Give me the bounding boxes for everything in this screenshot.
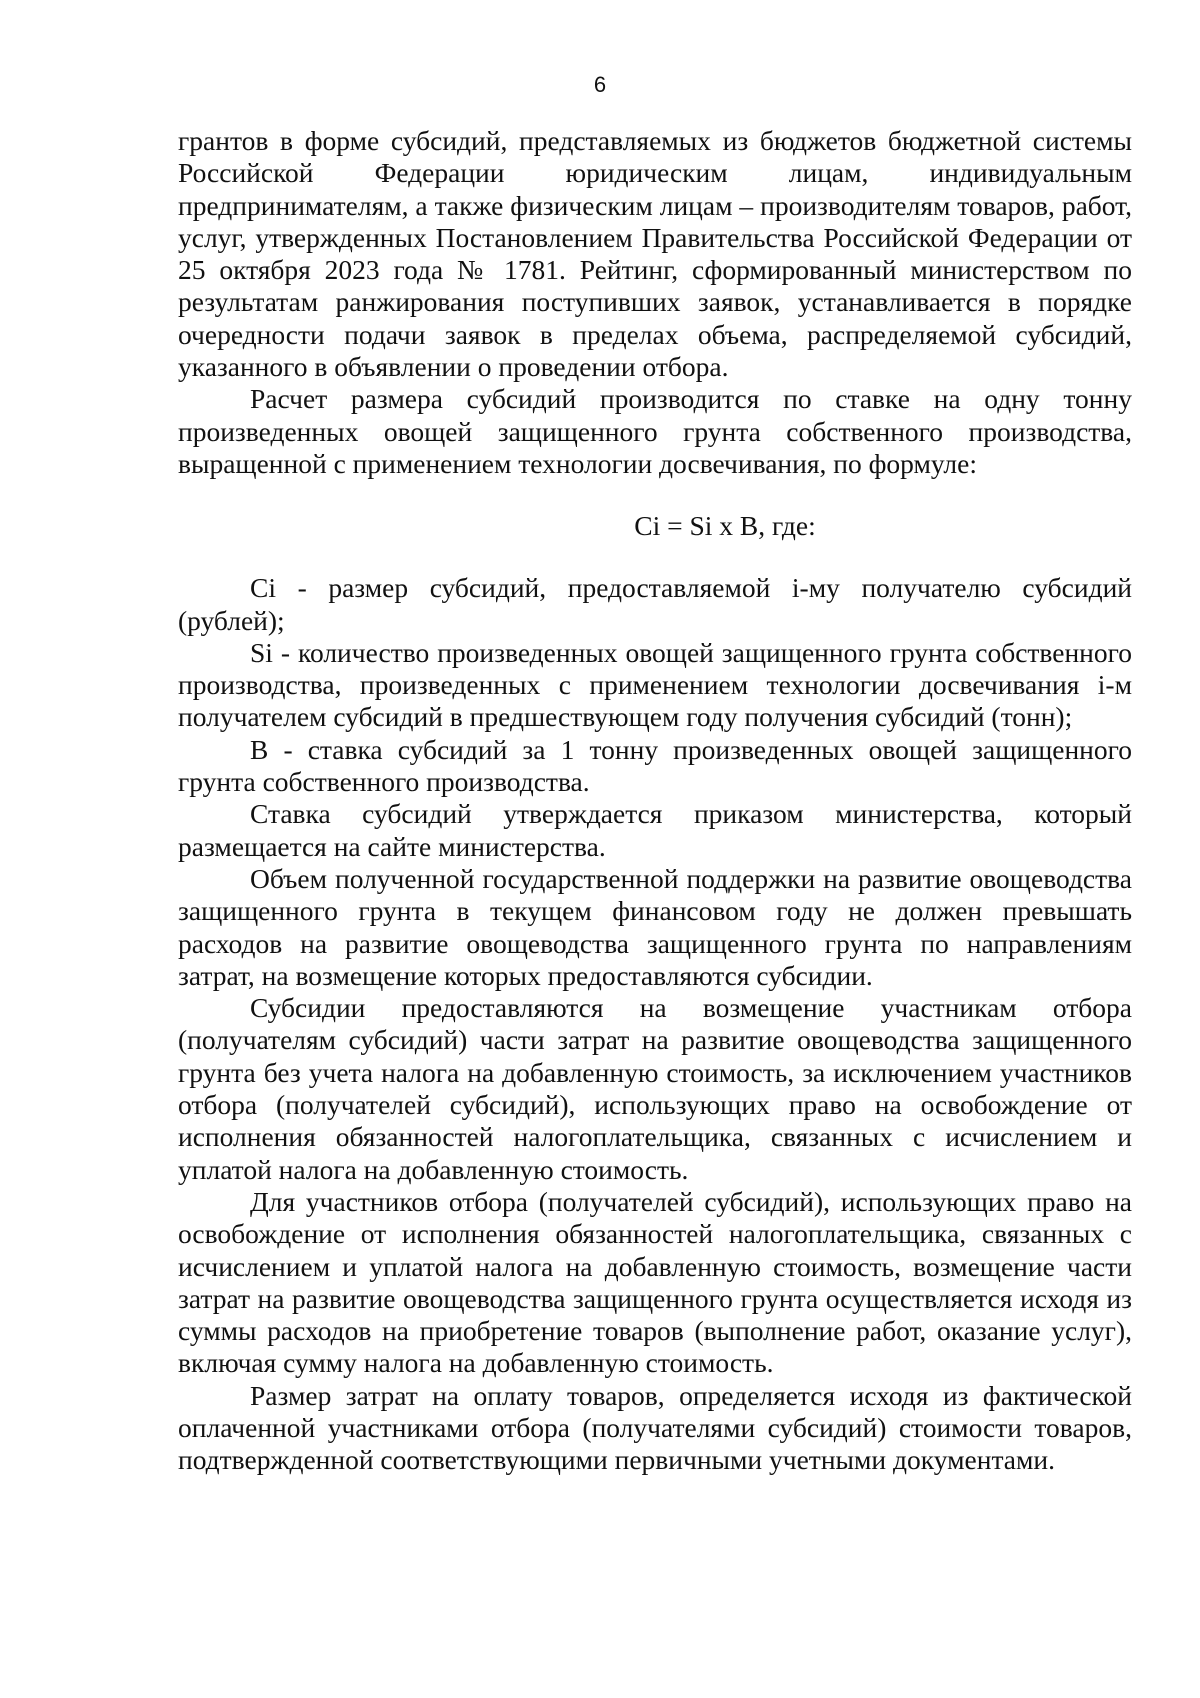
- paragraph-cost-size: Размер затрат на оплату товаров, определяется исходя из фактической оплаченной участниками отбора (получателями субсидий) стоимости товаров, подтвержденной соответствующими первичными учетными документами.: [178, 1379, 1132, 1476]
- paragraph-si-definition: Si - количество произведенных овощей защищенного грунта собственного производства, произведенных с применением технологии досвечивания i-м получателем субсидий в предшествующем году получения субсидий (тонн);: [178, 636, 1132, 733]
- document-body: [178, 125, 1132, 1477]
- paragraph-continuation: грантов в форме субсидий, представляемых из бюджетов бюджетной системы Российской Федерации юридическим лицам, индивидуальным предпринимателям, а также физическим лицам – производителям товаров, работ, услуг, утвержденных Постановлением Правительства Российской Федерации от 25 октября 2023 года № 1781. Рейтинг, сформированный министерством по результатам ранжирования поступивших заявок, устанавливается в порядке очередности подачи заявок в пределах объема, распределяемой субсидий, указанного в объявлении о проведении отбора.: [178, 125, 1132, 383]
- paragraph-b-definition: В - ставка субсидий за 1 тонну произведенных овощей защищенного грунта собственного производства.: [178, 733, 1132, 798]
- paragraph-vat-exempt: Для участников отбора (получателей субсидий), использующих право на освобождение от исполнения обязанностей налогоплательщика, связанных с исчислением и уплатой налога на добавленную стоимость, возмещение части затрат на развитие овощеводства защищенного грунта осуществляется исходя из суммы расходов на приобретение товаров (выполнение работ, оказание услуг), включая сумму налога на добавленную стоимость.: [178, 1185, 1132, 1379]
- formula: Ci = Si x В, где:: [634, 510, 816, 542]
- paragraph-ci-definition: Ci - размер субсидий, предоставляемой i-му получателю субсидий (рублей);: [178, 572, 1132, 636]
- paragraph-subsidy-vat: Субсидии предоставляются на возмещение участникам отбора (получателям субсидий) части затрат на развитие овощеводства защищенного грунта без учета налога на добавленную стоимость, за исключением участников отбора (получателей субсидий), использующих право на освобождение от исполнения обязанностей налогоплательщика, связанных с исчислением и уплатой налога на добавленную стоимость.: [178, 992, 1132, 1185]
- paragraph-support-volume: Объем полученной государственной поддержки на развитие овощеводства защищенного грунта в текущем финансовом году не должен превышать расходов на развитие овощеводства защищенного грунта по направлениям затрат, на возмещение которых предоставляются субсидии.: [178, 862, 1132, 991]
- paragraph-rate: Ставка субсидий утверждается приказом министерства, который размещается на сайте министерства.: [178, 798, 1132, 862]
- page-number: 6: [593, 72, 607, 97]
- paragraph-calculation: Расчет размера субсидий производится по ставке на одну тонну произведенных овощей защищенного грунта собственного производства, выращенной с применением технологии досвечивания, по формуле:: [178, 383, 1132, 479]
